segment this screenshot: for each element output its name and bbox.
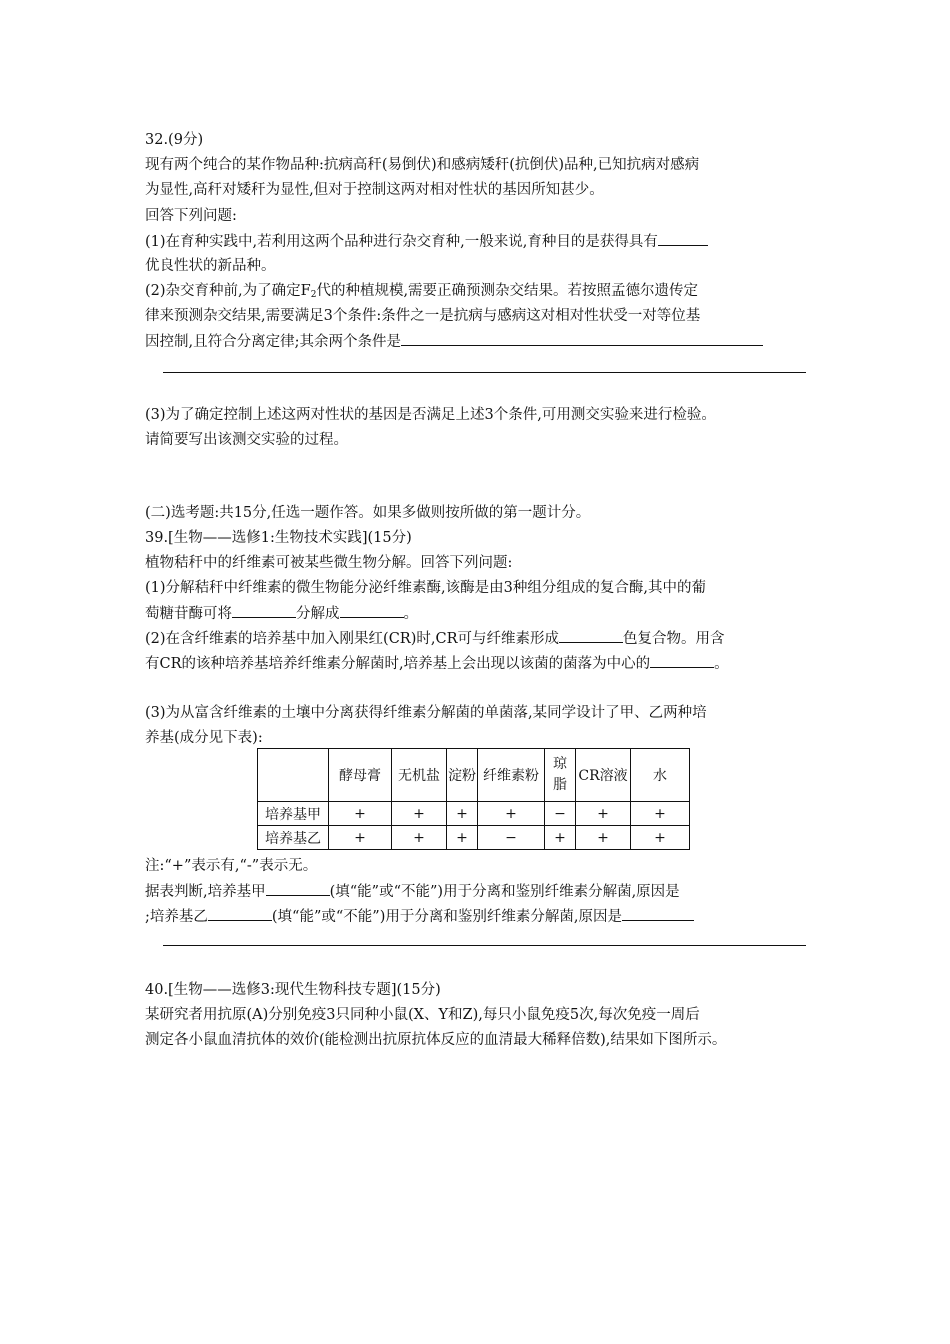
elective-intro: (二)选考题:共15分,任选一题作答。如果多做则按所做的第一题计分。 xyxy=(145,505,591,521)
answer-blank[interactable] xyxy=(650,653,714,668)
q39-judge-line2 xyxy=(145,906,694,927)
table-header-cell: 无机盐 xyxy=(392,749,447,802)
answer-blank[interactable] xyxy=(559,628,623,643)
q39-intro: 植物秸秆中的纤维素可被某些微生物分解。回答下列问题: xyxy=(145,555,513,571)
q39-part1-text-a: 萄糖苷酶可将 xyxy=(145,606,232,622)
table-row xyxy=(258,826,690,850)
q32-part1-line2: 优良性状的新品种。 xyxy=(145,258,276,274)
q39-title: 39.[生物——选修1:生物技术实践](15分) xyxy=(145,530,412,546)
table-row-label: 培养基甲 xyxy=(258,802,329,826)
subscript: 2 xyxy=(310,290,317,300)
table-header-cell: 纤维素粉 xyxy=(478,749,545,802)
table-cell: + xyxy=(631,802,690,826)
table-cell: + xyxy=(545,826,576,850)
table-header-cell: 水 xyxy=(631,749,690,802)
q39-part3-line2: 养基(成分见下表): xyxy=(145,730,263,746)
agar-char-1: 琼 xyxy=(553,756,567,772)
table-header-row xyxy=(258,749,690,802)
q40-line1: 某研究者用抗原(A)分别免疫3只同种小鼠(X、Y和Z),每只小鼠免疫5次,每次免疫一周后 xyxy=(145,1007,700,1023)
medium-composition-table xyxy=(257,748,690,850)
q39-judge-text-a: 据表判断,培养基甲 xyxy=(145,884,266,900)
q39-part2-line2 xyxy=(145,653,729,674)
q32-part2-text-post: 代的种植规模,需要正确预测杂交结果。若按照孟德尔遗传定 xyxy=(316,283,699,299)
table-cell: − xyxy=(545,802,576,826)
answer-blank[interactable] xyxy=(208,906,272,921)
q32-part2-line1 xyxy=(145,281,698,305)
q39-part1-text-b: 分解成 xyxy=(296,606,340,622)
table-header-cell: 酵母膏 xyxy=(329,749,392,802)
table-cell: + xyxy=(576,826,631,850)
q32-part3-line2: 请简要写出该测交实验的过程。 xyxy=(145,432,348,448)
q39-part2-text-a: (2)在含纤维素的培养基中加入刚果红(CR)时,CR可与纤维素形成 xyxy=(145,631,559,647)
q32-intro-line2: 为显性,高秆对矮秆为显性,但对于控制这两对相对性状的基因所知甚少。 xyxy=(145,182,604,198)
answer-line[interactable] xyxy=(163,372,806,373)
table-cell: + xyxy=(576,802,631,826)
q32-part2-line2: 律来预测杂交结果,需要满足3个条件:条件之一是抗病与感病这对相对性状受一对等位基 xyxy=(145,308,701,324)
table-corner-cell xyxy=(258,749,329,802)
answer-blank[interactable] xyxy=(658,231,708,246)
table-cell: + xyxy=(478,802,545,826)
q39-judge-line1 xyxy=(145,881,680,902)
q32-title: 32.(9分) xyxy=(145,132,204,148)
table-cell: + xyxy=(392,802,447,826)
q40-title: 40.[生物——选修3:现代生物科技专题](15分) xyxy=(145,982,441,998)
q32-part2-text3: 因控制,且符合分离定律;其余两个条件是 xyxy=(145,334,401,350)
agar-char-2: 脂 xyxy=(553,777,567,793)
q39-part2-text-d: 。 xyxy=(714,656,729,672)
q32-part1-line1 xyxy=(145,231,708,252)
q32-part1-text: (1)在育种实践中,若利用这两个品种进行杂交育种,一般来说,育种目的是获得具有 xyxy=(145,234,658,250)
table-cell: + xyxy=(447,802,478,826)
answer-blank[interactable] xyxy=(340,603,404,618)
q39-part3-line1: (3)为从富含纤维素的土壤中分离获得纤维素分解菌的单菌落,某同学设计了甲、乙两种培 xyxy=(145,705,707,721)
table-cell: − xyxy=(478,826,545,850)
table-header-cell-agar xyxy=(545,749,576,802)
answer-blank[interactable] xyxy=(266,881,330,896)
q32-part2-line3 xyxy=(145,331,763,352)
q39-part1-text-c: 。 xyxy=(403,606,418,622)
q32-part3-line1: (3)为了确定控制上述这两对性状的基因是否满足上述3个条件,可用测交实验来进行检验。 xyxy=(145,407,716,423)
q39-part2-line1 xyxy=(145,628,724,649)
table-cell: + xyxy=(447,826,478,850)
answer-blank[interactable] xyxy=(401,331,763,346)
q39-part1-line2 xyxy=(145,603,418,624)
q39-judge-text-b: (填“能”或“不能”)用于分离和鉴别纤维素分解菌,原因是 xyxy=(329,884,680,900)
answer-blank[interactable] xyxy=(232,603,296,618)
answer-blank[interactable] xyxy=(622,906,694,921)
table-header-cell: CR溶液 xyxy=(576,749,631,802)
q32-intro-line1: 现有两个纯合的某作物品种:抗病高秆(易倒伏)和感病矮秆(抗倒伏)品种,已知抗病对感病 xyxy=(145,157,700,173)
q39-part2-text-b: 色复合物。用含 xyxy=(622,631,725,647)
q32-ask: 回答下列问题: xyxy=(145,208,237,224)
table-row xyxy=(258,802,690,826)
table-cell: + xyxy=(631,826,690,850)
table-cell: + xyxy=(329,826,392,850)
q39-table-note: 注:“+”表示有,“-”表示无。 xyxy=(145,858,318,874)
table-cell: + xyxy=(329,802,392,826)
q39-part2-text-c: 有CR的该种培养基培养纤维素分解菌时,培养基上会出现以该菌的菌落为中心的 xyxy=(145,656,651,672)
answer-line[interactable] xyxy=(163,945,806,946)
q39-judge-text-d: (填“能”或“不能”)用于分离和鉴别纤维素分解菌,原因是 xyxy=(271,909,622,925)
q39-judge-text-c: ;培养基乙 xyxy=(145,909,208,925)
table-header-cell: 淀粉 xyxy=(447,749,478,802)
q40-line2: 测定各小鼠血清抗体的效价(能检测出抗原抗体反应的血清最大稀释倍数),结果如下图所示。 xyxy=(145,1032,727,1048)
table-row-label: 培养基乙 xyxy=(258,826,329,850)
q39-part1-line1: (1)分解秸秆中纤维素的微生物能分泌纤维素酶,该酶是由3种组分组成的复合酶,其中的葡 xyxy=(145,580,706,596)
table-cell: + xyxy=(392,826,447,850)
q32-part2-text-pre: (2)杂交育种前,为了确定F xyxy=(145,283,311,299)
